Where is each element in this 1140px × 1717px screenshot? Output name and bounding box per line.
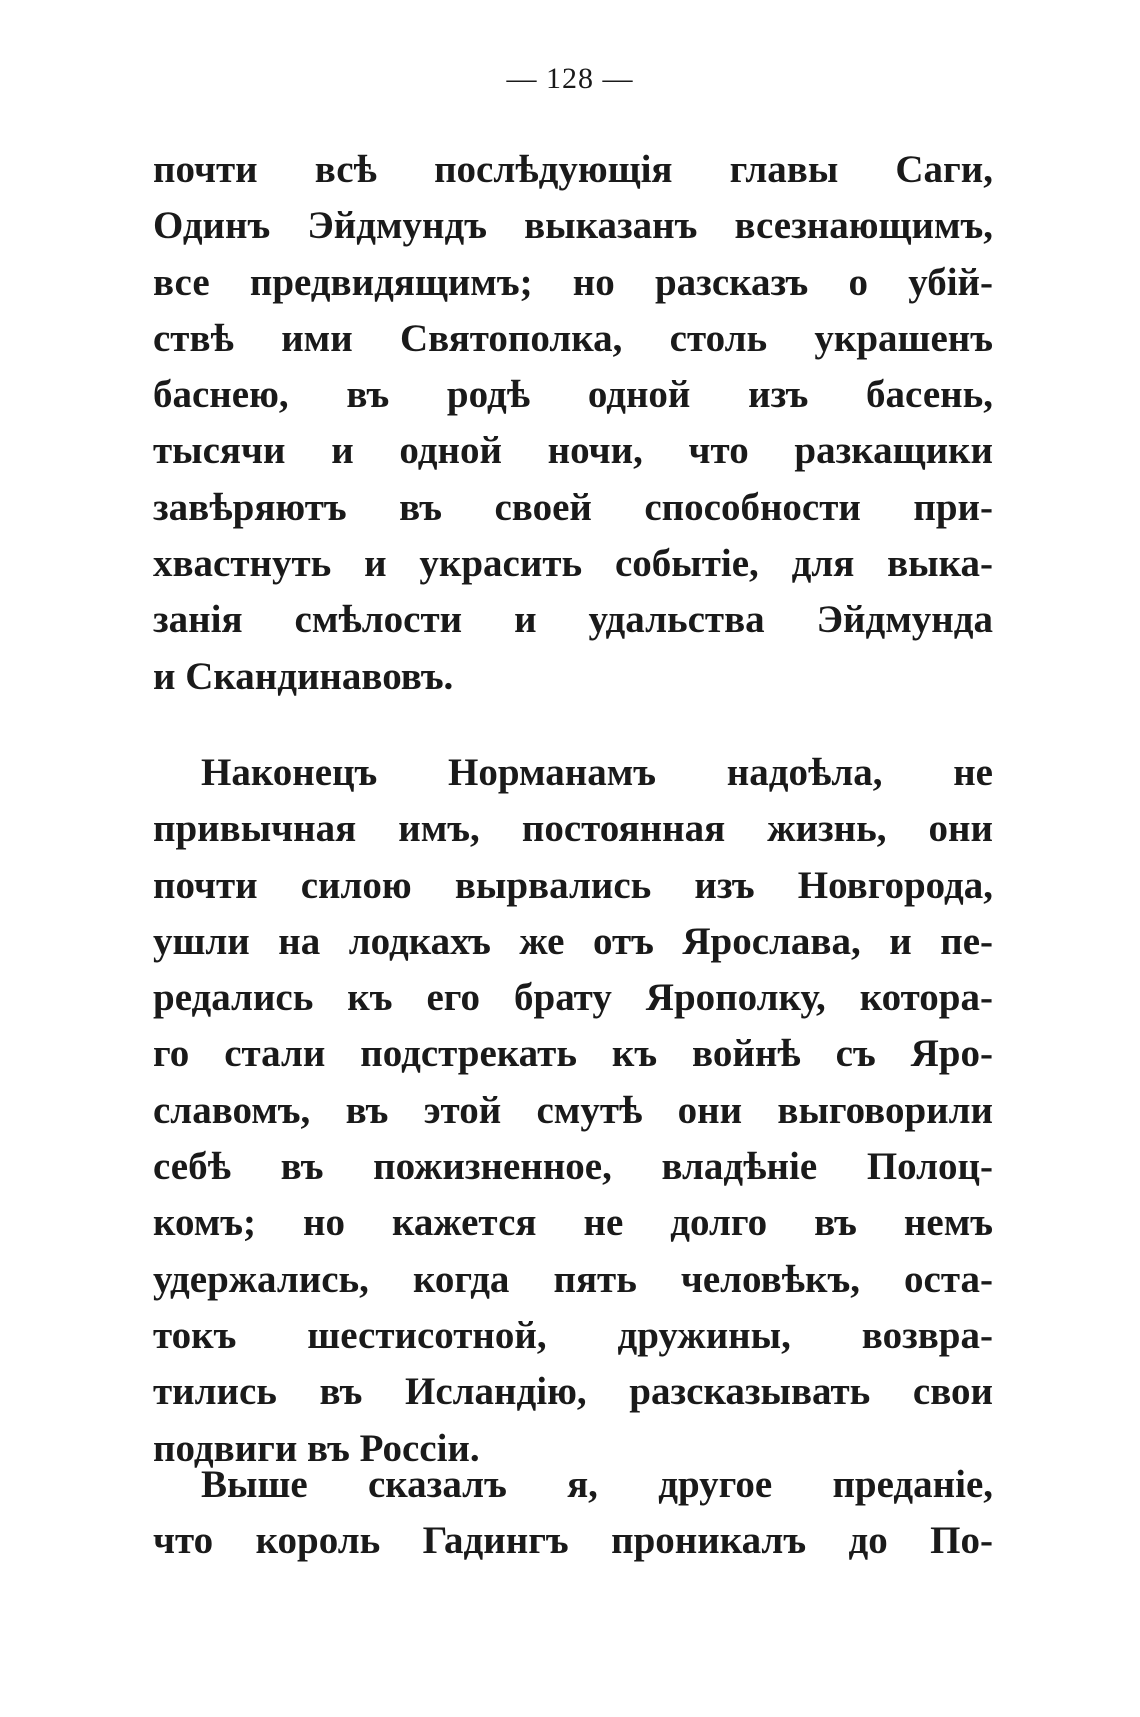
text-line: тысячи и одной ночи, что разкащики	[153, 429, 993, 473]
text-line: удержались, когда пять человѣкъ, оста-	[153, 1257, 993, 1301]
text-line: Одинъ Эйдмундъ выказанъ всезнающимъ,	[153, 204, 993, 248]
text-line: Выше сказалъ я, другое преданіе,	[201, 1463, 993, 1506]
paragraph-3	[153, 1457, 993, 1570]
paragraph-1	[153, 142, 993, 705]
text-line: завѣряютъ въ своей способности при-	[153, 485, 993, 529]
text-line: ствѣ ими Святополка, столь украшенъ	[153, 316, 993, 360]
text-line: редались къ его брату Ярополку, котора-	[153, 976, 993, 1020]
text-line: славомъ, въ этой смутѣ они выговорили	[153, 1088, 993, 1132]
text-line: все предвидящимъ; но разсказъ о убій-	[153, 260, 993, 304]
text-line: почти силою вырвались изъ Новгорода,	[153, 863, 993, 907]
text-line: и Скандинавовъ.	[153, 654, 454, 698]
text-line: себѣ въ пожизненное, владѣніе Полоц-	[153, 1145, 993, 1189]
text-line: занія смѣлости и удальства Эйдмунда	[153, 598, 993, 642]
text-line: почти всѣ послѣдующія главы Саги,	[153, 148, 993, 191]
text-line: хвастнуть и украсить событіе, для выка-	[153, 542, 993, 586]
text-line: го стали подстрекать къ войнѣ съ Яро-	[153, 1032, 993, 1076]
text-line: тились въ Исландію, разсказывать свои	[153, 1370, 993, 1414]
text-line: подвиги въ Россіи.	[153, 1426, 480, 1470]
paragraph-2	[153, 745, 993, 1477]
text-line: ушли на лодкахъ же отъ Ярослава, и пе-	[153, 919, 993, 963]
text-line: привычная имъ, постоянная жизнь, они	[153, 807, 993, 851]
text-line: комъ; но кажется не долго въ немъ	[153, 1201, 993, 1245]
page-number: — 128 —	[506, 62, 634, 95]
text-line: что король Гадингъ проникалъ до По-	[153, 1519, 993, 1563]
text-line: токъ шестисотной, дружины, возвра-	[153, 1313, 993, 1357]
text-line: Наконецъ Норманамъ надоѣла, не	[201, 751, 993, 794]
text-line: баснею, въ родѣ одной изъ басень,	[153, 373, 993, 417]
